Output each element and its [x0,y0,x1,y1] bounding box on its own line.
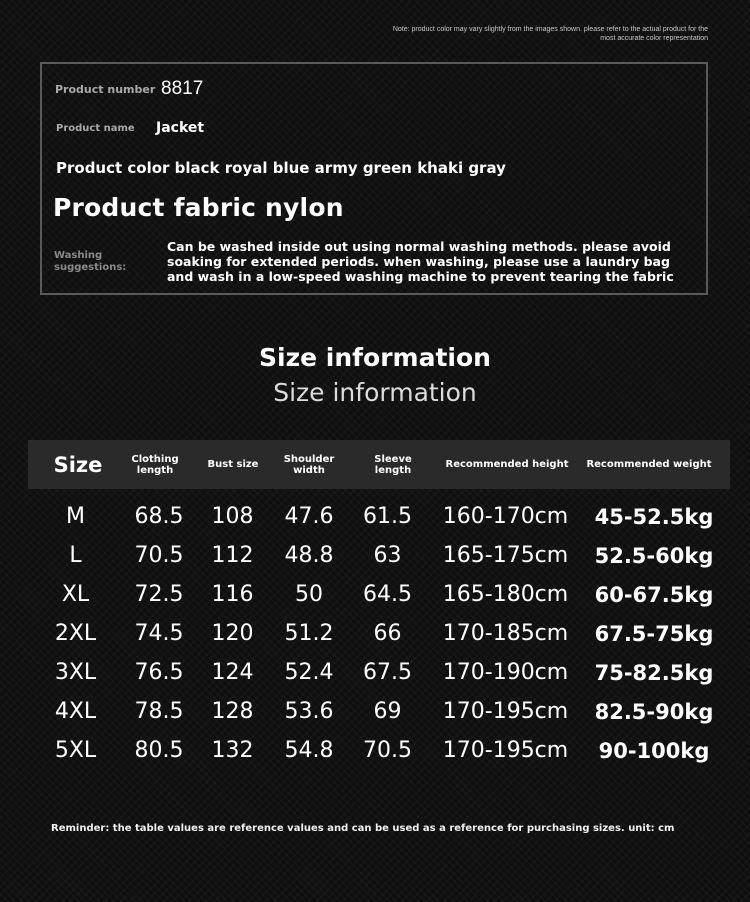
cell-sleeve-length: 69 [373,699,402,724]
product-number-value: 8817 [161,78,204,99]
table-row [28,653,730,692]
product-name-label: Product name [56,123,135,134]
table-row [28,692,730,731]
product-info-box [40,62,708,295]
cell-size: 3XL [54,660,97,685]
cell-recommended-height: 165-175cm [442,543,569,568]
cell-size: 4XL [54,699,97,724]
cell-recommended-height: 170-185cm [442,621,569,646]
cell-bust-size: 124 [211,660,254,685]
cell-recommended-weight: 75-82.5kg [594,660,714,685]
cell-sleeve-length: 64.5 [363,582,412,607]
header-clothing-length: Clothing length [131,453,179,476]
cell-recommended-weight: 82.5-90kg [594,699,714,724]
size-section-title: Size information [259,343,491,372]
cell-clothing-length: 76.5 [134,660,184,685]
table-row [28,731,730,770]
cell-clothing-length: 78.5 [134,699,184,724]
cell-sleeve-length: 66 [373,621,402,646]
table-row [28,536,730,575]
cell-shoulder-width: 47.6 [284,504,334,529]
reminder-note: Reminder: the table values are reference values and can be used as a reference for purchasing sizes. unit: cm [51,823,675,834]
product-fabric-line: Product fabric nylon [53,193,344,222]
cell-bust-size: 128 [211,699,254,724]
cell-size: 2XL [54,621,97,646]
product-color-line: Product color black royal blue army green khaki gray [56,159,506,177]
cell-shoulder-width: 48.8 [284,543,334,568]
cell-recommended-weight: 52.5-60kg [594,543,714,568]
header-size: Size [53,452,103,477]
cell-recommended-height: 170-195cm [442,738,569,763]
table-row [28,614,730,653]
cell-clothing-length: 72.5 [134,582,184,607]
cell-recommended-weight: 67.5-75kg [594,621,714,646]
cell-size: M [66,504,85,529]
washing-suggestions-label: Washing suggestions: [54,250,127,273]
header-shoulder-width: Shoulder width [283,453,335,476]
cell-recommended-height: 170-190cm [442,660,569,685]
table-row [28,497,730,536]
product-number-label: Product number [55,83,156,96]
size-section-subtitle: Size information [273,378,477,407]
size-table-header [28,440,730,489]
cell-shoulder-width: 52.4 [284,660,334,685]
cell-bust-size: 120 [211,621,254,646]
cell-size: XL [61,582,90,607]
header-recommended-height: Recommended height [445,459,569,470]
cell-sleeve-length: 63 [373,543,402,568]
cell-size: 5XL [54,738,97,763]
cell-recommended-height: 160-170cm [442,504,569,529]
color-disclaimer-note: Note: product color may vary slightly from the images shown. please refer to the actual product for the most accurate color representation [392,26,708,42]
header-sleeve-length: Sleeve length [374,453,412,476]
cell-recommended-weight: 90-100kg [598,738,710,763]
table-row [28,575,730,614]
cell-clothing-length: 80.5 [134,738,184,763]
header-bust-size: Bust size [207,459,259,470]
cell-shoulder-width: 54.8 [284,738,334,763]
cell-bust-size: 116 [211,582,254,607]
cell-bust-size: 108 [211,504,254,529]
cell-shoulder-width: 51.2 [284,621,334,646]
cell-bust-size: 132 [211,738,254,763]
cell-recommended-weight: 60-67.5kg [594,582,714,607]
product-name-value: Jacket [156,120,205,136]
cell-shoulder-width: 53.6 [284,699,334,724]
cell-sleeve-length: 67.5 [363,660,412,685]
cell-sleeve-length: 61.5 [363,504,412,529]
cell-recommended-height: 165-180cm [442,582,569,607]
cell-clothing-length: 68.5 [134,504,184,529]
cell-clothing-length: 74.5 [134,621,184,646]
cell-recommended-weight: 45-52.5kg [594,504,714,529]
cell-recommended-height: 170-195cm [442,699,569,724]
cell-shoulder-width: 50 [295,582,323,607]
washing-suggestions-text: Can be washed inside out using normal washing methods. please avoid soaking for extended periods. when washing, please use a laundry bag and wash in a low-speed washing machine to prevent tearing the fabric [167,239,674,284]
cell-clothing-length: 70.5 [134,543,184,568]
cell-sleeve-length: 70.5 [363,738,412,763]
cell-bust-size: 112 [211,543,254,568]
header-recommended-weight: Recommended weight [586,459,712,470]
cell-size: L [69,543,82,568]
